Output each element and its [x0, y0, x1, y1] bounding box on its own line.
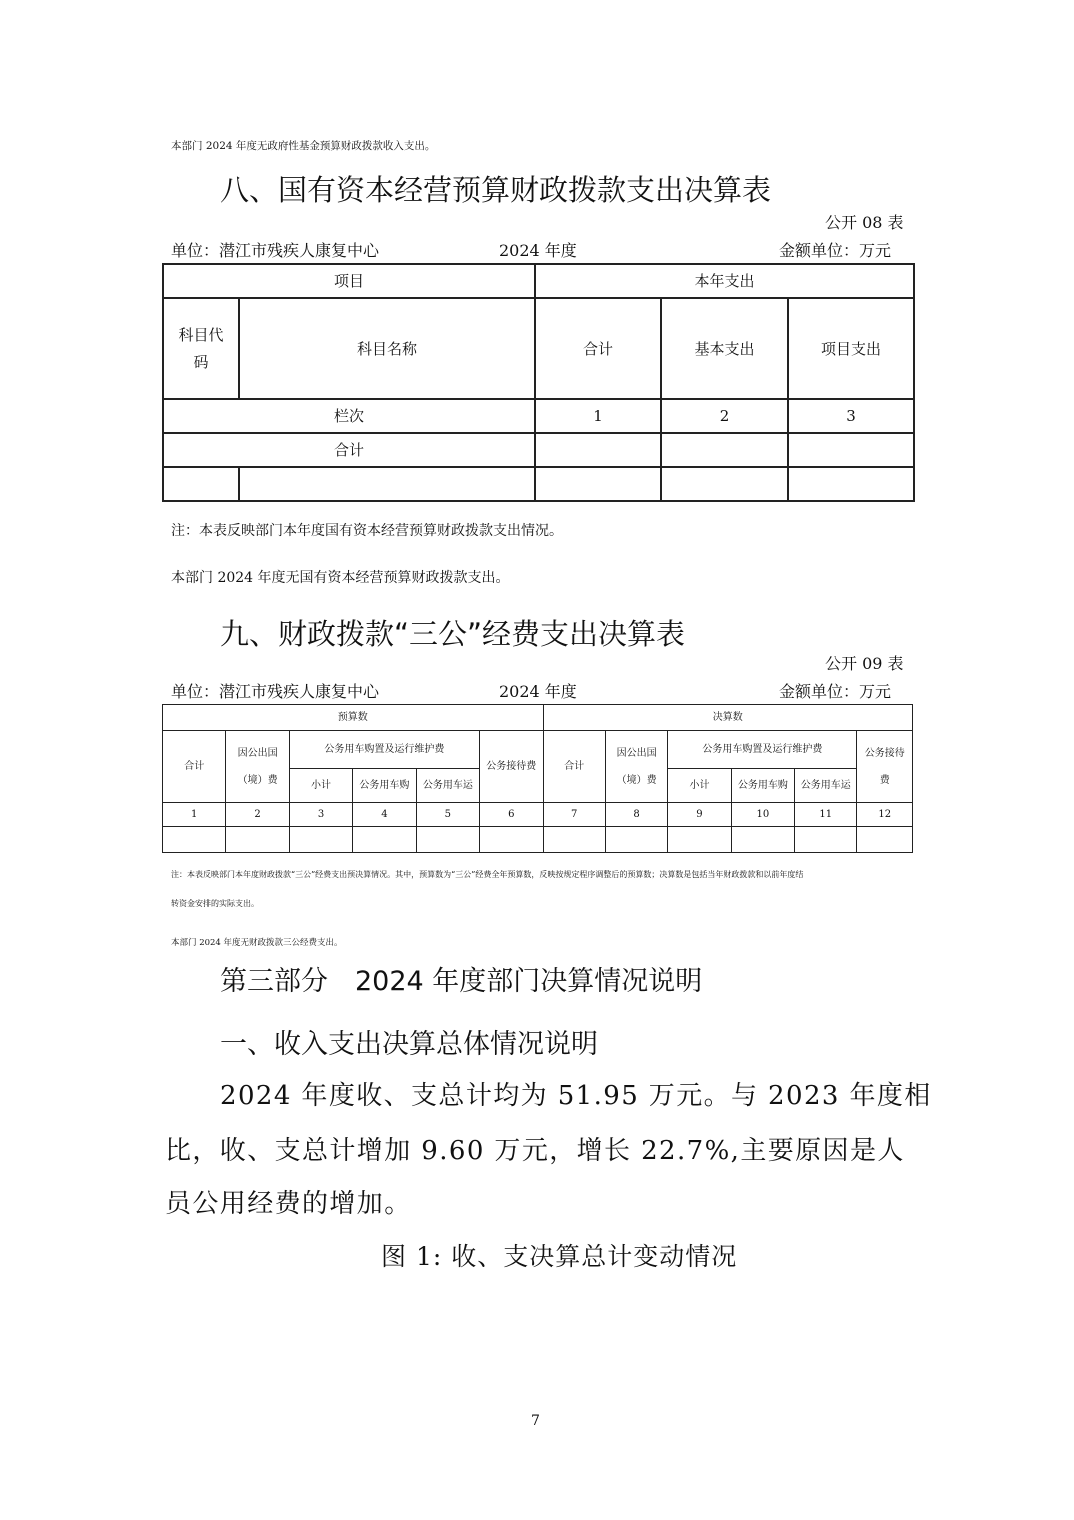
- section9-unit: 单位：潜江市残疾人康复中心: [171, 682, 380, 701]
- col-number: 9: [668, 803, 731, 827]
- final-car-buy: 公务用车购: [731, 769, 794, 803]
- empty-cell: [353, 827, 416, 853]
- row-sum-label: 合计: [163, 433, 535, 467]
- section8-unit: 单位：潜江市残疾人康复中心: [171, 241, 380, 260]
- section8-none-note: 本部门 2024 年度无国有资本经营预算财政拨款支出。: [171, 570, 510, 586]
- final-abroad: 因公出国 （境）费: [605, 731, 667, 803]
- final-car-group: 公务用车购置及运行维护费: [668, 731, 857, 769]
- col-number: 4: [353, 803, 416, 827]
- row-col-label: 栏次: [163, 399, 535, 433]
- header-budget: 预算数: [163, 705, 544, 731]
- sum-basic: [661, 433, 788, 467]
- section9-note-line1: 注：本表反映部门本年度财政拨款“三公”经费支出预决算情况。其中，预算数为“三公”经费全年预算数，反映按规定程序调整后的预算数；决算数是包括当年财政拨款和以前年度结: [171, 870, 804, 879]
- part3-sub1: 一、收入支出决算总体情况说明: [220, 1029, 598, 1060]
- part3-para-line3: 员公用经费的增加。: [165, 1189, 412, 1219]
- budget-reception: 公务接待费: [480, 731, 543, 803]
- empty-cell: [239, 467, 535, 501]
- part3-title: 第三部分 2024 年度部门决算情况说明: [220, 966, 703, 997]
- col-number: 11: [795, 803, 857, 827]
- empty-cell: [289, 827, 352, 853]
- budget-abroad: 因公出国 （境）费: [226, 731, 289, 803]
- budget-car-group: 公务用车购置及运行维护费: [289, 731, 479, 769]
- section8-year: 2024 年度: [499, 241, 577, 260]
- empty-cell: [788, 467, 914, 501]
- budget-car-buy: 公务用车购: [353, 769, 416, 803]
- empty-cell: [543, 827, 605, 853]
- empty-cell: [857, 827, 913, 853]
- empty-cell: [605, 827, 667, 853]
- header-total: 合计: [535, 298, 661, 399]
- header-subject-code: 科目代码: [163, 298, 239, 399]
- header-subject-name: 科目名称: [239, 298, 535, 399]
- section8-note: 注：本表反映部门本年度国有资本经营预算财政拨款支出情况。: [171, 523, 563, 539]
- section9-none-note: 本部门 2024 年度无财政拨款三公经费支出。: [171, 938, 343, 948]
- empty-cell: [226, 827, 289, 853]
- col-num-3: 3: [788, 399, 914, 433]
- section9-title: 九、财政拨款“三公”经费支出决算表: [220, 617, 686, 651]
- final-reception: 公务接待 费: [857, 731, 913, 803]
- header-final: 决算数: [543, 705, 913, 731]
- empty-cell: [661, 467, 788, 501]
- header-project: 项目: [163, 264, 535, 298]
- final-car-run: 公务用车运: [795, 769, 857, 803]
- header-basic: 基本支出: [661, 298, 788, 399]
- col-number: 3: [289, 803, 352, 827]
- note-no-gov-fund: 本部门 2024 年度无政府性基金预算财政拨款收入支出。: [171, 140, 436, 152]
- three-public-expenses-table: [162, 704, 913, 853]
- section9-money-unit: 金额单位：万元: [779, 682, 892, 701]
- budget-subtotal: 小计: [289, 769, 352, 803]
- budget-total: 合计: [163, 731, 226, 803]
- col-number: 5: [416, 803, 479, 827]
- col-num-2: 2: [661, 399, 788, 433]
- col-number: 12: [857, 803, 913, 827]
- col-number: 8: [605, 803, 667, 827]
- sum-item: [788, 433, 914, 467]
- section9-table-no: 公开 09 表: [825, 654, 904, 673]
- final-subtotal: 小计: [668, 769, 731, 803]
- empty-cell: [668, 827, 731, 853]
- state-capital-expenditure-table: [162, 263, 915, 502]
- col-number: 6: [480, 803, 543, 827]
- part3-para-line2: 比，收、支总计增加 9.60 万元，增长 22.7%,主要原因是人: [165, 1136, 905, 1166]
- col-number: 1: [163, 803, 226, 827]
- empty-cell: [416, 827, 479, 853]
- empty-cell: [480, 827, 543, 853]
- empty-cell: [731, 827, 794, 853]
- empty-cell: [535, 467, 661, 501]
- empty-cell: [163, 827, 226, 853]
- section8-money-unit: 金额单位：万元: [779, 241, 892, 260]
- final-total: 合计: [543, 731, 605, 803]
- sum-total: [535, 433, 661, 467]
- col-num-1: 1: [535, 399, 661, 433]
- section8-table-no: 公开 08 表: [825, 213, 904, 232]
- header-item: 项目支出: [788, 298, 914, 399]
- section9-note-line2: 转资金安排的实际支出。: [171, 899, 259, 908]
- col-number: 10: [731, 803, 794, 827]
- figure-caption: 图 1: 收、支决算总计变动情况: [381, 1242, 738, 1271]
- part3-para-line1: 2024 年度收、支总计均为 51.95 万元。与 2023 年度相: [220, 1081, 932, 1111]
- section9-year: 2024 年度: [499, 682, 577, 701]
- col-number: 2: [226, 803, 289, 827]
- empty-cell: [795, 827, 857, 853]
- empty-cell: [163, 467, 239, 501]
- budget-car-run: 公务用车运: [416, 769, 479, 803]
- header-this-year: 本年支出: [535, 264, 914, 298]
- section8-title: 八、国有资本经营预算财政拨款支出决算表: [220, 173, 772, 207]
- page-number: 7: [531, 1413, 540, 1429]
- col-number: 7: [543, 803, 605, 827]
